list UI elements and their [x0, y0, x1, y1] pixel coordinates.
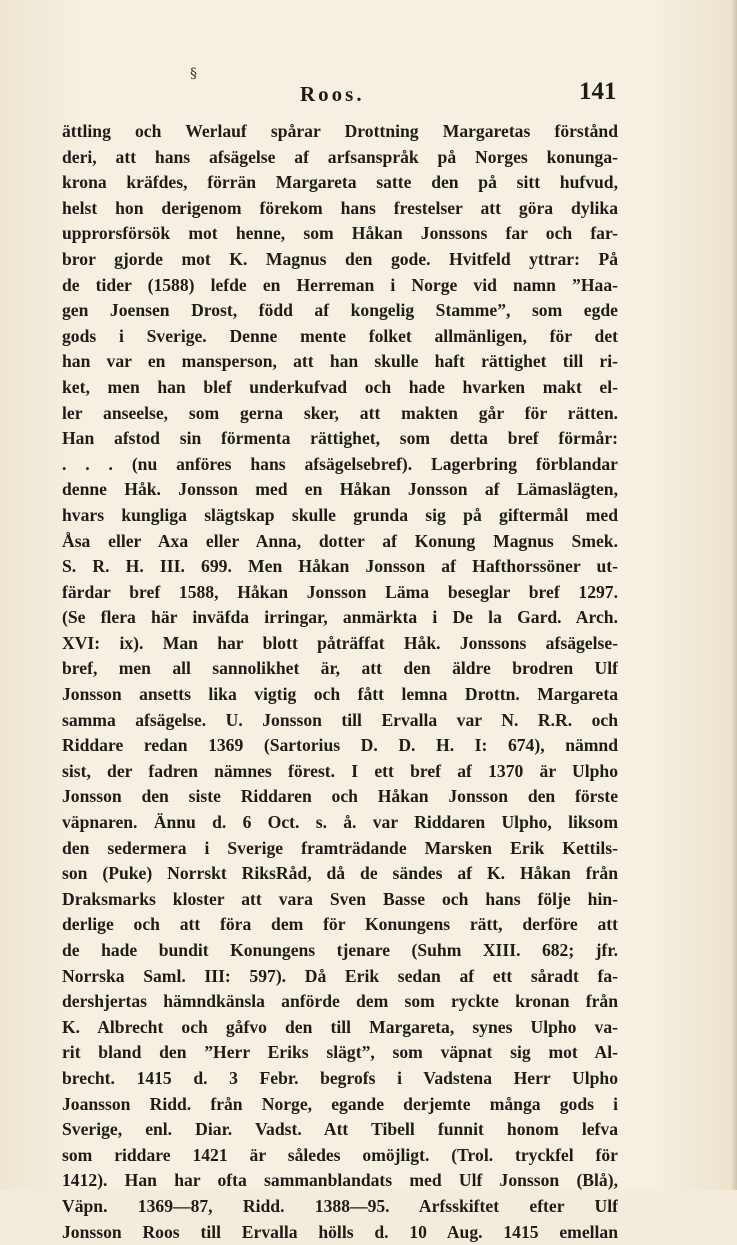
- text-line: Sverige, enl. Diar. Vadst. Att Tibell funnit honom lefva: [62, 1119, 618, 1140]
- text-line: derlige och att föra dem för Konungens rätt, derföre att: [62, 914, 618, 935]
- text-line: Joansson Ridd. från Norge, egande derjemte många gods i: [62, 1093, 618, 1114]
- text-line: denne Håk. Jonsson med en Håkan Jonsson af Lämaslägten,: [62, 479, 618, 500]
- running-head: [0, 74, 737, 114]
- body-text: [62, 119, 618, 1245]
- page-number: 141: [579, 78, 617, 105]
- text-line: upprorsförsök mot henne, som Håkan Jonssons far och far-: [62, 223, 618, 244]
- text-line: Jonsson Roos till Ervalla hölls d. 10 Aug. 1415 emellan: [62, 1221, 618, 1242]
- text-line: XVI: ix). Man har blott påträffat Håk. Jonssons afsägelse-: [62, 632, 618, 653]
- text-line: den sedermera i Sverige framträdande Marsken Erik Kettils-: [62, 837, 618, 858]
- text-line: K. Albrecht och gåfvo den till Margareta, synes Ulpho va-: [62, 1016, 618, 1037]
- text-line: . . . (nu anföres hans afsägelsebref). Lagerbring förblandar: [62, 453, 618, 474]
- text-line: sist, der fadren nämnes förest. I ett bref af 1370 är Ulpho: [62, 760, 618, 781]
- text-line: dershjertas hämndkänsla anförde dem som ryckte kronan från: [62, 991, 618, 1012]
- text-line: de tider (1588) lefde en Herreman i Norge vid namn ”Haa-: [62, 274, 618, 295]
- page-edge-shadow: [731, 0, 737, 1190]
- text-line: hvars kungliga slägtskap skulle grunda sig på giftermål med: [62, 504, 618, 525]
- text-line: Jonsson den siste Riddaren och Håkan Jonsson den förste: [62, 786, 618, 807]
- text-line: krona kräfdes, förrän Margareta satte den på sitt hufvud,: [62, 172, 618, 193]
- text-line: ket, men han blef underkufvad och hade hvarken makt el-: [62, 376, 618, 397]
- text-line: ler anseelse, som gerna sker, att makten går för rätten.: [62, 402, 618, 423]
- text-line: Riddare redan 1369 (Sartorius D. D. H. I: 674), nämnd: [62, 735, 618, 756]
- text-line: han var en mansperson, att han skulle haft rättighet till ri-: [62, 351, 618, 372]
- text-line: Åsa eller Axa eller Anna, dotter af Konung Magnus Smek.: [62, 530, 618, 551]
- text-line: som riddare 1421 är således omöjligt. (Trol. tryckfel för: [62, 1144, 618, 1165]
- text-line: Jonsson ansetts lika vigtig och fått lemna Drottn. Margareta: [62, 684, 618, 705]
- text-line: ättling och Werlauf spårar Drottning Margaretas förstånd: [62, 121, 618, 141]
- section-mark: §: [190, 66, 197, 82]
- text-line: Väpn. 1369—87, Ridd. 1388—95. Arfsskiftet efter Ulf: [62, 1195, 618, 1216]
- text-line: rit bland den ”Herr Eriks slägt”, som väpnat sig mot Al-: [62, 1042, 618, 1063]
- text-line: de hade bundit Konungens tjenare (Suhm XIII. 682; jfr.: [62, 940, 618, 960]
- text-line: väpnaren. Ännu d. 6 Oct. s. å. var Riddaren Ulpho, liksom: [62, 812, 618, 833]
- running-head-title: Roos.: [300, 82, 365, 106]
- text-line: gods i Sverige. Denne mente folket allmänligen, för det: [62, 325, 618, 346]
- text-line: (Se flera här inväfda irringar, anmärkta i De la Gard. Arch.: [62, 607, 618, 628]
- text-line: bror gjorde mot K. Magnus den gode. Hvitfeld yttrar: På: [62, 248, 618, 269]
- text-line: brecht. 1415 d. 3 Febr. begrofs i Vadstena Herr Ulpho: [62, 1067, 618, 1088]
- text-line: gen Joensen Drost, född af kongelig Stamme”, som egde: [62, 300, 618, 321]
- text-line: 1412). Han har ofta sammanblandats med Ulf Jonsson (Blå),: [62, 1170, 618, 1191]
- text-line: son (Puke) Norrskt RiksRåd, då de sändes af K. Håkan från: [62, 863, 618, 884]
- text-line: Norrska Saml. III: 597). Då Erik sedan af ett såradt fa-: [62, 965, 618, 986]
- text-line: samma afsägelse. U. Jonsson till Ervalla var N. R.R. och: [62, 709, 618, 730]
- text-line: S. R. H. III. 699. Men Håkan Jonsson af Hafthorssöner ut-: [62, 556, 618, 577]
- text-line: bref, men all sannolikhet är, att den äldre brodren Ulf: [62, 658, 618, 679]
- text-line: helst hon derigenom förekom hans frestelser att göra dylika: [62, 197, 618, 218]
- text-line: Han afstod sin förmenta rättighet, som detta bref förmår:: [62, 428, 618, 449]
- text-line: deri, att hans afsägelse af arfsanspråk på Norges konunga-: [62, 146, 618, 167]
- text-line: färdar bref 1588, Håkan Jonsson Läma beseglar bref 1297.: [62, 581, 618, 602]
- text-line: Draksmarks kloster att vara Sven Basse och hans följe hin-: [62, 888, 618, 909]
